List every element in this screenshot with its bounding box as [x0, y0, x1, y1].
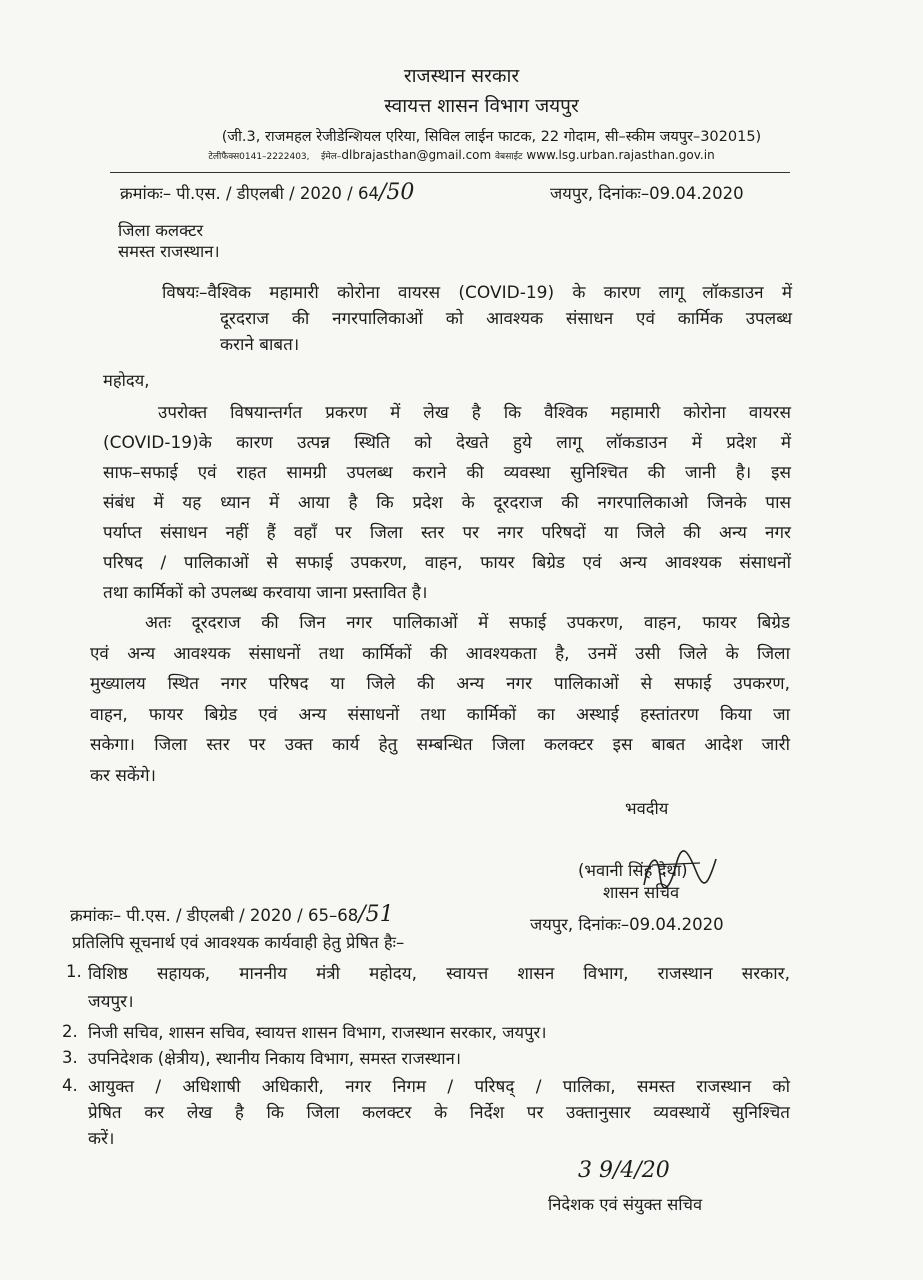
email-address: dlbrajasthan@gmail.com [341, 148, 492, 162]
salutation: महोदय, [103, 371, 150, 390]
paragraph-line: पर्याप्त संसाधन नहीं हैं वहाँ पर जिला स्तर पर नगर परिषदों या जिले की अन्य नगर [103, 523, 791, 543]
reference-number [120, 180, 414, 205]
copy-item-number: 1. [66, 962, 82, 981]
header-divider [110, 172, 790, 173]
paragraph-line: वाहन, फायर बिग्रेड एवं अन्य संसाधनों तथा कार्मिकों का अस्थाई हस्तांतरण किया जा [90, 704, 790, 725]
paragraph-line: मुख्यालय स्थित नगर परिषद या जिले की अन्य नगर पालिकाओं से सफाई उपकरण, [90, 674, 790, 694]
closing: भवदीय [625, 799, 669, 818]
copy-item-number: 3. [62, 1048, 78, 1067]
addressee-line-2: समस्त राजस्थान। [118, 242, 220, 261]
signatory-name: (भवानी सिंह देथा) [578, 861, 688, 880]
copy-item-line: करें। [88, 1129, 115, 1149]
subject-line: दूरदराज की नगरपालिकाओं को आवश्यक संसाधन एवं कार्मिक उपलब्ध [220, 309, 792, 329]
body-paragraph-2 [90, 608, 790, 791]
signatory-designation: शासन सचिव [603, 883, 680, 902]
telefax-label: टेलीफैक्स [208, 152, 240, 162]
paragraph-line: साफ–सफाई एवं राहत सामग्री उपलब्ध कराने की व्यवस्था सुनिश्चित की जानी है। इस [103, 463, 791, 483]
email-label: ईमेल– [320, 152, 342, 162]
website-address: www.lsg.urban.rajasthan.gov.in [526, 148, 715, 162]
paragraph-line: (COVID-19)के कारण उत्पन्न स्थिति को देखते हुये लागू लॉकडाउन में प्रदेश में [103, 433, 791, 453]
paragraph-line: तथा कार्मिकों को उपलब्ध करवाया जाना प्रस्तावित है। [103, 583, 428, 603]
subject-line: कराने बाबत। [220, 335, 300, 355]
copy-item [88, 1074, 790, 1152]
copy-item-line: उपनिदेशक (क्षेत्रीय), स्थानीय निकाय विभाग, समस्त राजस्थान। [88, 1049, 462, 1068]
telefax-number: 0141–2222403, [239, 152, 310, 162]
copy-item-number: 4. [62, 1076, 78, 1095]
paragraph-line: कर सकेंगे। [90, 765, 156, 786]
office-address: (जी.3, राजमहल रेजीडेन्शियल एरिया, सिविल लाईन फाटक, 22 गोदाम, सी–स्कीम जयपुर–302015) [221, 129, 762, 145]
copy-reference-printed: क्रमांकः– पी.एस. / डीएलबी / 2020 / 65–68 [70, 906, 359, 925]
website-label: वेबसाईट [495, 152, 523, 162]
copy-item-number: 2. [62, 1022, 78, 1041]
paragraph-line: अतः दूरदराज की जिन नगर पालिकाओं में सफाई उपकरण, वाहन, फायर बिग्रेड [145, 613, 790, 633]
copy-to-intro: प्रतिलिपि सूचनार्थ एवं आवश्यक कार्यवाही हेतु प्रेषित हैः– [72, 933, 405, 952]
body-paragraph-1 [103, 398, 791, 608]
paragraph-line: संबंध में यह ध्यान में आया है कि प्रदेश के दूरदराज की नगरपालिकाओ जिनके पास [103, 493, 791, 513]
reference-number-printed: क्रमांकः– पी.एस. / डीएलबी / 2020 / 64 [120, 184, 379, 203]
final-signature-handwritten: 3 9/4/20 [578, 1158, 670, 1183]
copy-place-date: जयपुर, दिनांकः–09.04.2020 [530, 915, 724, 934]
paragraph-line: परिषद / पालिकाओं से सफाई उपकरण, वाहन, फायर बिग्रेड एवं अन्य आवश्यक संसाधनों [103, 553, 791, 573]
copy-item-line: विशिष्ठ सहायक, माननीय मंत्री महोदय, स्वायत्त शासन विभाग, राजस्थान सरकार, [88, 964, 790, 984]
paragraph-line: उपरोक्त विषयान्तर्गत प्रकरण में लेख है कि वैश्विक महामारी कोरोना वायरस [158, 403, 791, 423]
copy-reference-number [70, 902, 394, 927]
reference-number-handwritten: /50 [378, 180, 415, 205]
copy-item-line: निजी सचिव, शासन सचिव, स्वायत्त शासन विभाग, राजस्थान सरकार, जयपुर। [88, 1023, 547, 1042]
place-date: जयपुर, दिनांकः–09.04.2020 [550, 184, 744, 203]
paragraph-line: सकेगा। जिला स्तर पर उक्त कार्य हेतु सम्बन्धित जिला कलक्टर इस बाबत आदेश जारी [90, 735, 790, 755]
addressee-line-1: जिला कलक्टर [118, 221, 204, 240]
government-heading: राजस्थान सरकार [403, 65, 520, 87]
subject-line: विषयः–वैश्विक महामारी कोरोना वायरस (COVID-19) के कारण लागू लॉकडाउन में [162, 283, 792, 303]
copy-item-line: प्रेषित कर लेख है कि जिला कलक्टर के निर्देश पर उक्तानुसार व्यवस्थायें सुनिश्चित [88, 1103, 790, 1123]
subject [162, 280, 792, 358]
copy-reference-handwritten: /51 [358, 902, 394, 927]
copy-item-line: जयपुर। [88, 992, 134, 1012]
final-signatory-designation: निदेशक एवं संयुक्त सचिव [548, 1195, 703, 1214]
contact-line [0, 148, 923, 162]
copy-item-line: आयुक्त / अधिशाषी अधिकारी, नगर निगम / परिषद् / पालिका, समस्त राजस्थान को [88, 1077, 790, 1097]
copy-item [88, 960, 790, 1016]
paragraph-line: एवं अन्य आवश्यक संसाधनों तथा कार्मिकों की आवश्यकता है, उनमें उसी जिले के जिला [90, 643, 790, 664]
department-heading: स्वायत्त शासन विभाग जयपुर [384, 95, 579, 117]
